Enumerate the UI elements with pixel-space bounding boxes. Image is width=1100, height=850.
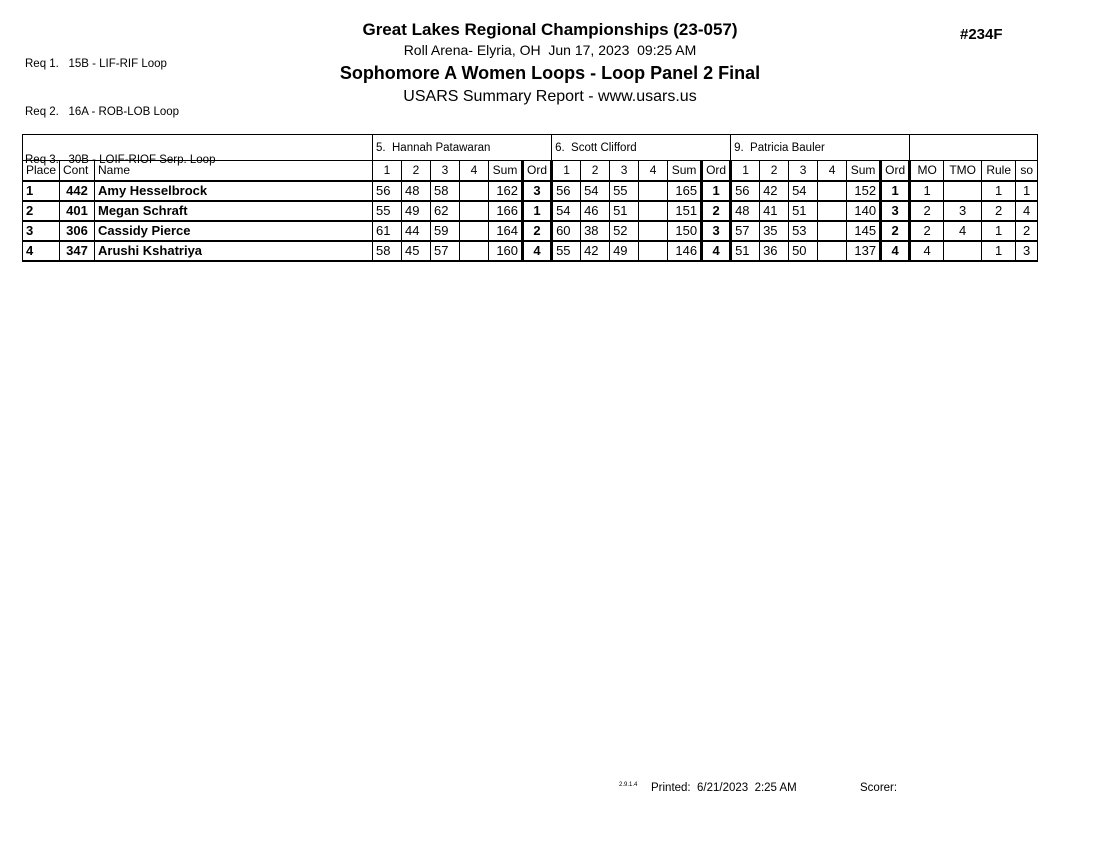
j1-score3-cell: 62 bbox=[431, 201, 460, 221]
j1-score3-cell: 57 bbox=[431, 241, 460, 261]
header-j2-score4: 4 bbox=[639, 161, 668, 181]
judge-name-row bbox=[23, 135, 1038, 161]
j2-score1-cell: 55 bbox=[552, 241, 581, 261]
so-cell: 1 bbox=[1016, 181, 1038, 201]
report-number: #234F bbox=[960, 26, 1003, 43]
contestant-number-cell: 306 bbox=[60, 221, 95, 241]
skater-name-cell: Megan Schraft bbox=[95, 201, 373, 221]
header-j1-ord: Ord bbox=[523, 161, 552, 181]
j2-score3-cell: 55 bbox=[610, 181, 639, 201]
j2-ord-cell: 2 bbox=[702, 201, 731, 221]
j3-ord-cell: 1 bbox=[881, 181, 910, 201]
rule-cell: 1 bbox=[982, 181, 1016, 201]
so-cell: 4 bbox=[1016, 201, 1038, 221]
j3-score1-cell: 51 bbox=[731, 241, 760, 261]
j1-sum-cell: 160 bbox=[489, 241, 523, 261]
j2-score4-cell bbox=[639, 221, 668, 241]
header-j1-score3: 3 bbox=[431, 161, 460, 181]
header-j3-ord: Ord bbox=[881, 161, 910, 181]
software-version: 2.9.1.4 bbox=[619, 782, 638, 788]
header-j3-sum: Sum bbox=[847, 161, 881, 181]
contestant-number-cell: 442 bbox=[60, 181, 95, 201]
results-table bbox=[22, 134, 1038, 262]
place-cell: 1 bbox=[23, 181, 60, 201]
j3-sum-cell: 152 bbox=[847, 181, 881, 201]
header-cont: Cont bbox=[60, 161, 95, 181]
j1-score4-cell bbox=[460, 241, 489, 261]
j2-score4-cell bbox=[639, 181, 668, 201]
header-j1-sum: Sum bbox=[489, 161, 523, 181]
j1-ord-cell: 3 bbox=[523, 181, 552, 201]
header-j1-score4: 4 bbox=[460, 161, 489, 181]
tmo-cell bbox=[944, 241, 982, 261]
so-cell: 3 bbox=[1016, 241, 1038, 261]
j3-ord-cell: 3 bbox=[881, 201, 910, 221]
judge-2-name: 6. Scott Clifford bbox=[552, 135, 731, 161]
mo-cell: 2 bbox=[910, 201, 944, 221]
report-subtitle: USARS Summary Report - www.usars.us bbox=[403, 88, 697, 105]
rule-cell: 1 bbox=[982, 221, 1016, 241]
header-tmo: TMO bbox=[944, 161, 982, 181]
j1-score4-cell bbox=[460, 221, 489, 241]
header-j1-score1: 1 bbox=[373, 161, 402, 181]
header-j2-score3: 3 bbox=[610, 161, 639, 181]
skater-name-cell: Cassidy Pierce bbox=[95, 221, 373, 241]
j3-score4-cell bbox=[818, 181, 847, 201]
j2-score4-cell bbox=[639, 241, 668, 261]
j3-score1-cell: 57 bbox=[731, 221, 760, 241]
venue-date-line: Roll Arena- Elyria, OH Jun 17, 2023 09:25 AM bbox=[403, 42, 697, 58]
j1-ord-cell: 1 bbox=[523, 201, 552, 221]
j3-score2-cell: 41 bbox=[760, 201, 789, 221]
j2-ord-cell: 4 bbox=[702, 241, 731, 261]
j1-sum-cell: 162 bbox=[489, 181, 523, 201]
skater-name-cell: Amy Hesselbrock bbox=[95, 181, 373, 201]
header-j2-score1: 1 bbox=[552, 161, 581, 181]
j1-score3-cell: 59 bbox=[431, 221, 460, 241]
j2-score4-cell bbox=[639, 201, 668, 221]
j1-score1-cell: 56 bbox=[373, 181, 402, 201]
j3-score3-cell: 53 bbox=[789, 221, 818, 241]
j2-score3-cell: 49 bbox=[610, 241, 639, 261]
judge-1-name: 5. Hannah Patawaran bbox=[373, 135, 552, 161]
contestant-number-cell: 401 bbox=[60, 201, 95, 221]
j1-score2-cell: 45 bbox=[402, 241, 431, 261]
j2-score2-cell: 42 bbox=[581, 241, 610, 261]
place-cell: 2 bbox=[23, 201, 60, 221]
j2-score1-cell: 54 bbox=[552, 201, 581, 221]
header-j3-score4: 4 bbox=[818, 161, 847, 181]
header-j2-sum: Sum bbox=[668, 161, 702, 181]
judge-row-left-spacer bbox=[23, 135, 373, 161]
j1-ord-cell: 4 bbox=[523, 241, 552, 261]
j3-score2-cell: 36 bbox=[760, 241, 789, 261]
header-place: Place bbox=[23, 161, 60, 181]
j1-score1-cell: 58 bbox=[373, 241, 402, 261]
rule-cell: 2 bbox=[982, 201, 1016, 221]
mo-cell: 2 bbox=[910, 221, 944, 241]
result-row-3 bbox=[23, 221, 1038, 241]
header-name: Name bbox=[95, 161, 373, 181]
j1-sum-cell: 164 bbox=[489, 221, 523, 241]
j2-sum-cell: 151 bbox=[668, 201, 702, 221]
j2-score1-cell: 60 bbox=[552, 221, 581, 241]
judge-3-name: 9. Patricia Bauler bbox=[731, 135, 910, 161]
j2-score2-cell: 46 bbox=[581, 201, 610, 221]
result-row-2 bbox=[23, 201, 1038, 221]
header-j3-score1: 1 bbox=[731, 161, 760, 181]
header-j2-score2: 2 bbox=[581, 161, 610, 181]
tmo-cell: 4 bbox=[944, 221, 982, 241]
place-cell: 3 bbox=[23, 221, 60, 241]
j3-sum-cell: 140 bbox=[847, 201, 881, 221]
j1-score4-cell bbox=[460, 181, 489, 201]
j3-score2-cell: 42 bbox=[760, 181, 789, 201]
rule-cell: 1 bbox=[982, 241, 1016, 261]
header-j3-score2: 2 bbox=[760, 161, 789, 181]
j1-score1-cell: 61 bbox=[373, 221, 402, 241]
column-header-row bbox=[23, 161, 1038, 181]
j2-score2-cell: 54 bbox=[581, 181, 610, 201]
j3-score3-cell: 51 bbox=[789, 201, 818, 221]
j3-score1-cell: 48 bbox=[731, 201, 760, 221]
contestant-number-cell: 347 bbox=[60, 241, 95, 261]
j2-sum-cell: 150 bbox=[668, 221, 702, 241]
j3-sum-cell: 145 bbox=[847, 221, 881, 241]
title-block bbox=[0, 20, 1100, 106]
skater-name-cell: Arushi Kshatriya bbox=[95, 241, 373, 261]
j1-score2-cell: 48 bbox=[402, 181, 431, 201]
header-mo: MO bbox=[910, 161, 944, 181]
result-row-4 bbox=[23, 241, 1038, 261]
header-so: so bbox=[1016, 161, 1038, 181]
j2-sum-cell: 165 bbox=[668, 181, 702, 201]
j1-score1-cell: 55 bbox=[373, 201, 402, 221]
mo-cell: 1 bbox=[910, 181, 944, 201]
competition-title: Great Lakes Regional Championships (23-057) bbox=[362, 20, 738, 39]
j1-score2-cell: 44 bbox=[402, 221, 431, 241]
j1-sum-cell: 166 bbox=[489, 201, 523, 221]
header-j3-score3: 3 bbox=[789, 161, 818, 181]
j2-ord-cell: 1 bbox=[702, 181, 731, 201]
j2-ord-cell: 3 bbox=[702, 221, 731, 241]
printed-timestamp: Printed: 6/21/2023 2:25 AM bbox=[651, 782, 797, 794]
j3-ord-cell: 2 bbox=[881, 221, 910, 241]
j3-ord-cell: 4 bbox=[881, 241, 910, 261]
result-row-1 bbox=[23, 181, 1038, 201]
requirement-line: Req 3. 30B - LOIF-RIOF Serp. Loop bbox=[25, 154, 216, 166]
j2-score3-cell: 52 bbox=[610, 221, 639, 241]
event-title: Sophomore A Women Loops - Loop Panel 2 Final bbox=[339, 63, 761, 83]
j1-ord-cell: 2 bbox=[523, 221, 552, 241]
j3-score2-cell: 35 bbox=[760, 221, 789, 241]
j1-score2-cell: 49 bbox=[402, 201, 431, 221]
place-cell: 4 bbox=[23, 241, 60, 261]
j3-score4-cell bbox=[818, 241, 847, 261]
header-j2-ord: Ord bbox=[702, 161, 731, 181]
j2-score1-cell: 56 bbox=[552, 181, 581, 201]
j3-score4-cell bbox=[818, 201, 847, 221]
j3-score3-cell: 54 bbox=[789, 181, 818, 201]
j2-sum-cell: 146 bbox=[668, 241, 702, 261]
j2-score3-cell: 51 bbox=[610, 201, 639, 221]
j3-score4-cell bbox=[818, 221, 847, 241]
j2-score2-cell: 38 bbox=[581, 221, 610, 241]
header-j1-score2: 2 bbox=[402, 161, 431, 181]
requirement-line: Req 1. 15B - LIF-RIF Loop bbox=[25, 58, 167, 70]
requirement-line: Req 2. 16A - ROB-LOB Loop bbox=[25, 106, 180, 118]
header-rule: Rule bbox=[982, 161, 1016, 181]
j1-score3-cell: 58 bbox=[431, 181, 460, 201]
judge-row-right-spacer bbox=[910, 135, 1038, 161]
tmo-cell bbox=[944, 181, 982, 201]
j3-score3-cell: 50 bbox=[789, 241, 818, 261]
so-cell: 2 bbox=[1016, 221, 1038, 241]
j1-score4-cell bbox=[460, 201, 489, 221]
mo-cell: 4 bbox=[910, 241, 944, 261]
scorer-label: Scorer: bbox=[860, 782, 898, 794]
j3-sum-cell: 137 bbox=[847, 241, 881, 261]
tmo-cell: 3 bbox=[944, 201, 982, 221]
j3-score1-cell: 56 bbox=[731, 181, 760, 201]
